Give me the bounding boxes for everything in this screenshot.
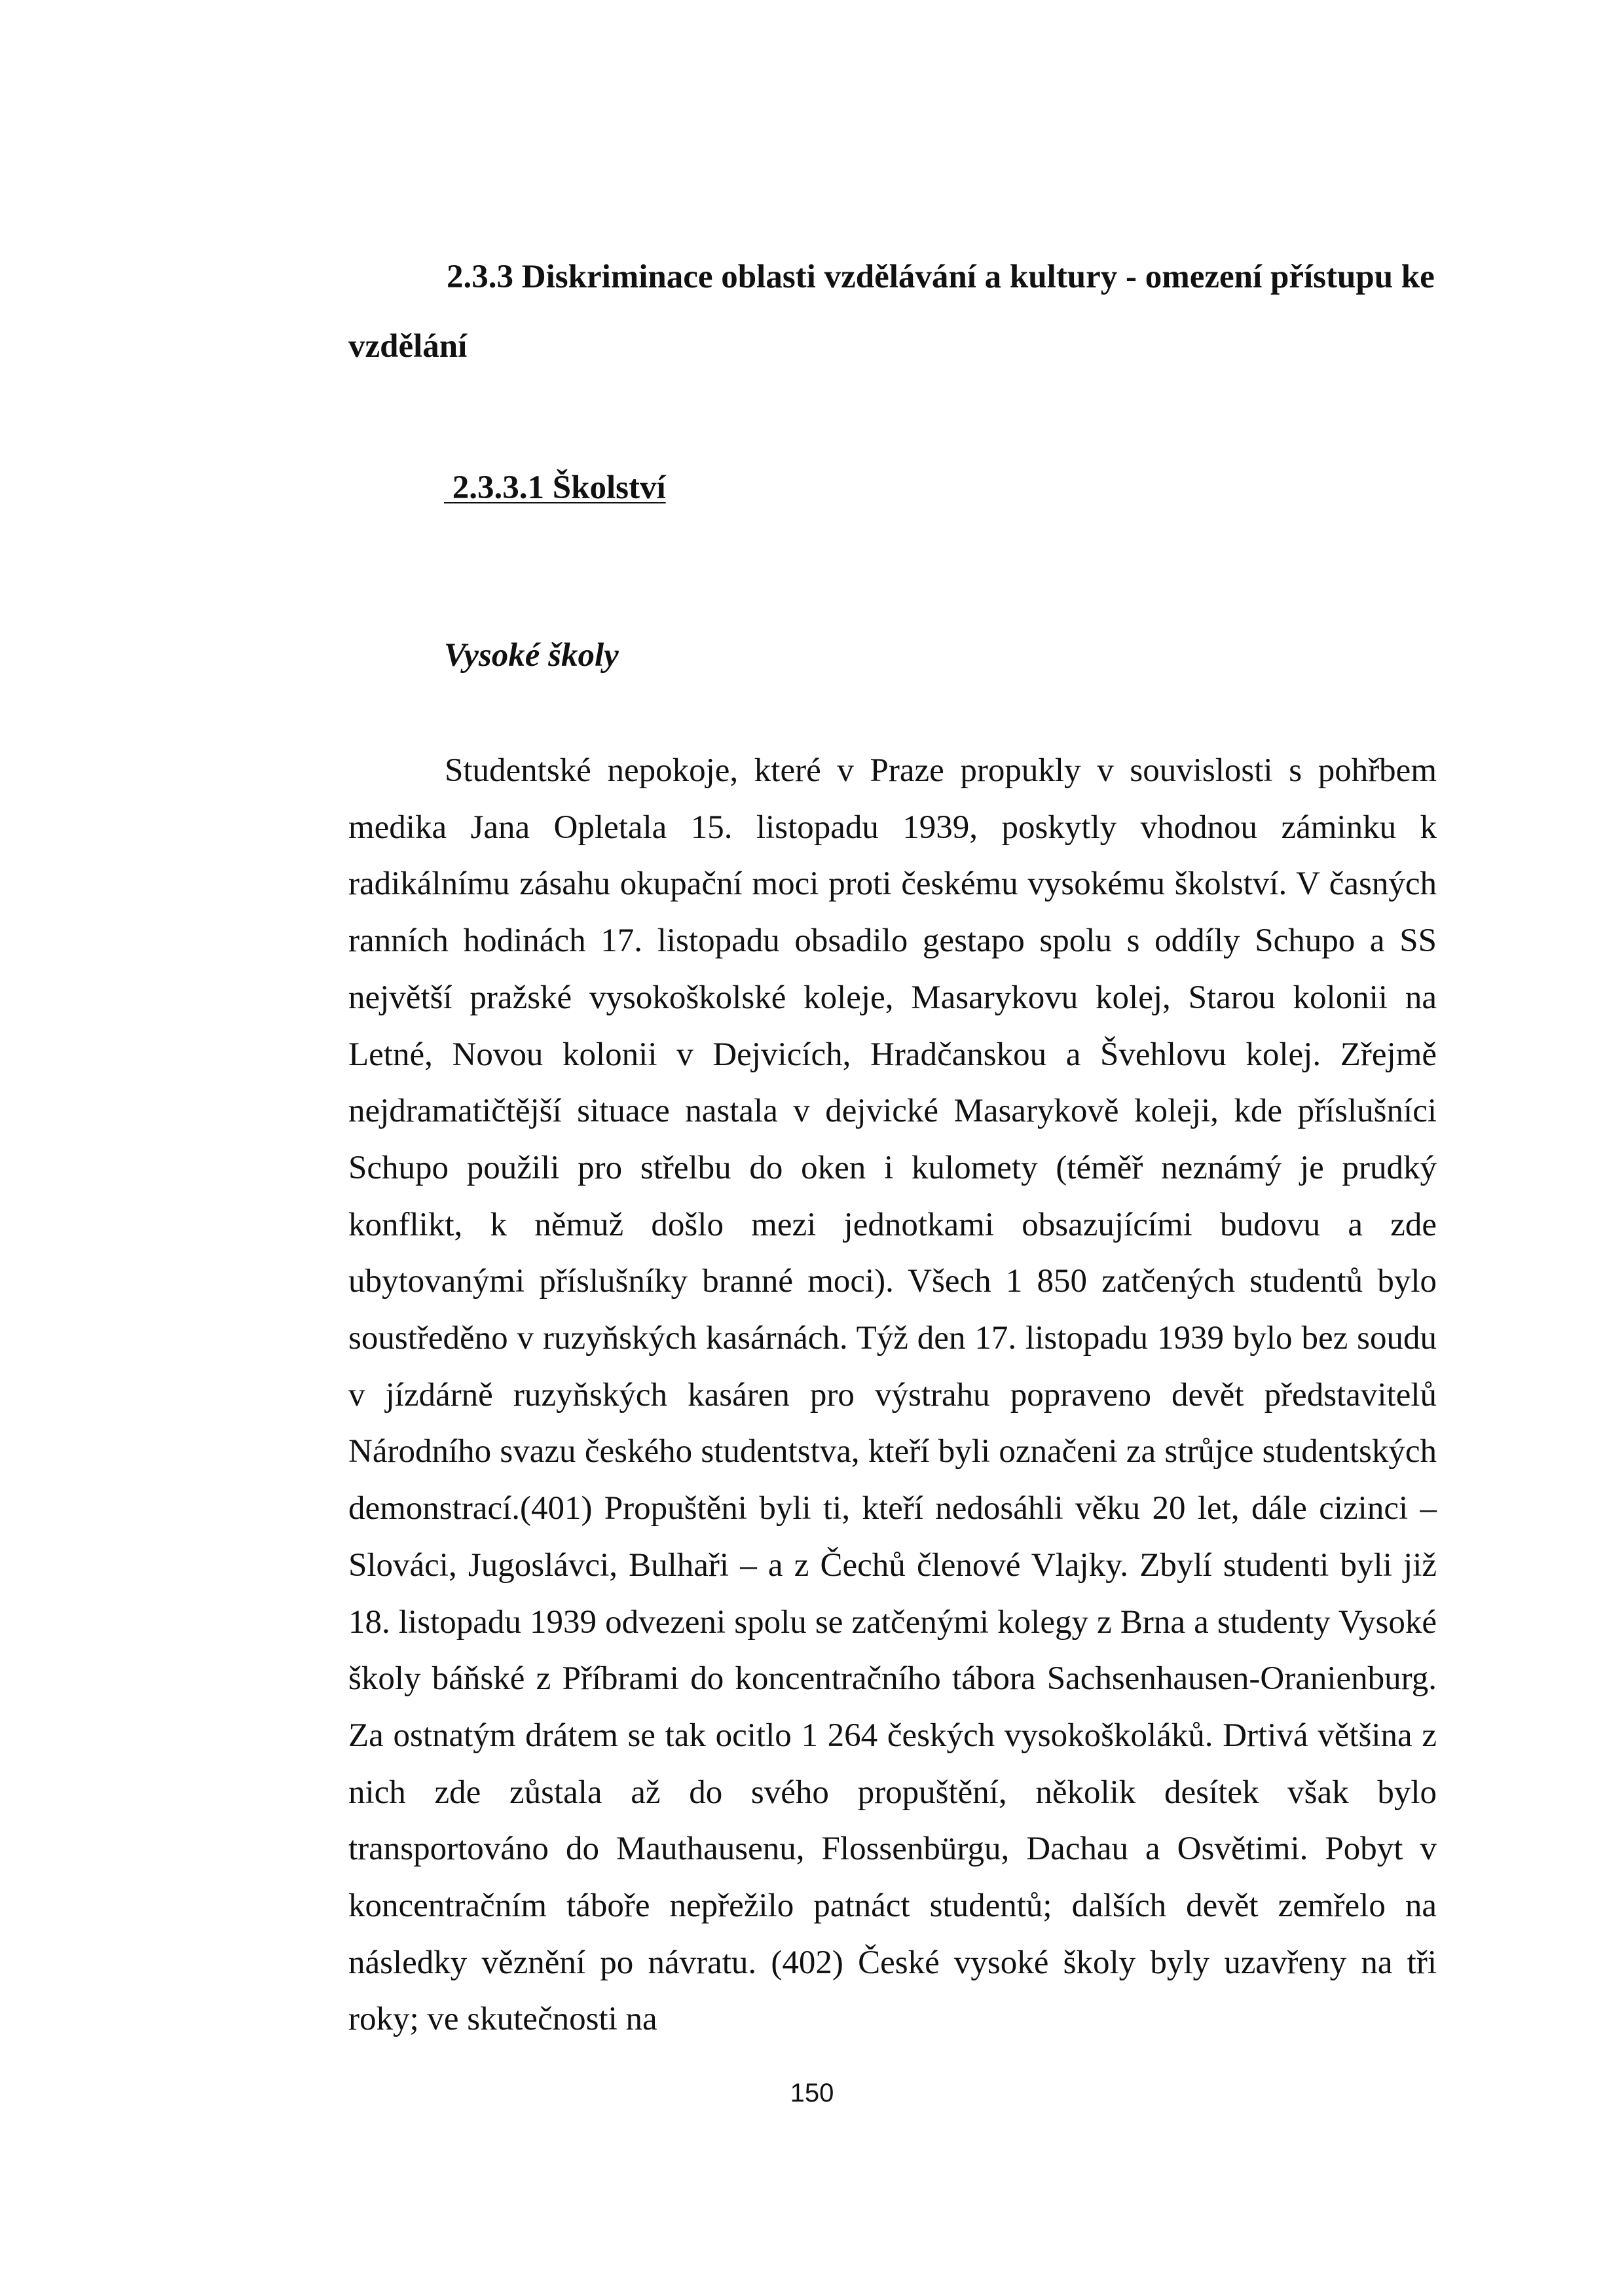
section-heading: 2.3.3 Diskriminace oblasti vzdělávání a kultury - omezení přístupu ke vzdělání xyxy=(348,259,1435,365)
body-paragraph: Studentské nepokoje, které v Praze propukly v souvislosti s pohřbem medika Jana Opletala 15. listopadu 1939, poskytly vhodnou záminku k radikálnímu zásahu okupační moci proti českému vysokému školství. V časných ranních hodinách 17. listopadu obsadilo gestapo spolu s oddíly Schupo a SS největší pražské vysokoškolské koleje, Masarykovu kolej, Starou kolonii na Letné, Novou kolonii v Dejvicích, Hradčanskou a Švehlovu kolej. Zřejmě nejdramatičtější situace nastala v dejvické Masarykově koleji, kde příslušníci Schupo použili pro střelbu do oken i kulomety (téměř neznámý je prudký konflikt, k němuž došlo mezi jednotkami obsazujícími budovu a zde ubytovanými příslušníky branné moci). Všech 1 850 zatčených studentů bylo soustředěno v ruzyňských kasárnách. Týž den 17. listopadu 1939 bylo bez soudu v jízdárně ruzyňských kasáren pro výstrahu popraveno devět představitelů Národního svazu českého studentstva, kteří byli označeni za strůjce studentských demonstrací.(401) Propuštěni byli ti, kteří nedosáhli věku 20 let, dále cizinci – Slováci, Jugoslávci, Bulhaři – a z Čechů členové Vlajky. Zbylí studenti byli již 18. listopadu 1939 odvezeni spolu se zatčenými kolegy z Brna a studenty Vysoké školy báňské z Příbrami do koncentračního tábora Sachsenhausen-Oranienburg. Za ostnatým drátem se tak ocitlo 1 264 českých vysokoškoláků. Drtivá většina z nich zde zůstala až do svého propuštění, několik desítek však bylo transportováno do Mauthausenu, Flossenbürgu, Dachau a Osvětimi. Pobyt v koncentračním táboře nepřežilo patnáct studentů; dalších devět zemřelo na následky věznění po návratu. (402) České vysoké školy byly uzavřeny na tři roky; ve skutečnosti na xyxy=(348,752,1437,2038)
subsubsection-heading: Vysoké školy xyxy=(444,637,619,674)
subsection-heading: 2.3.3.1 Školství xyxy=(444,469,666,506)
page-number: 150 xyxy=(790,2079,834,2107)
